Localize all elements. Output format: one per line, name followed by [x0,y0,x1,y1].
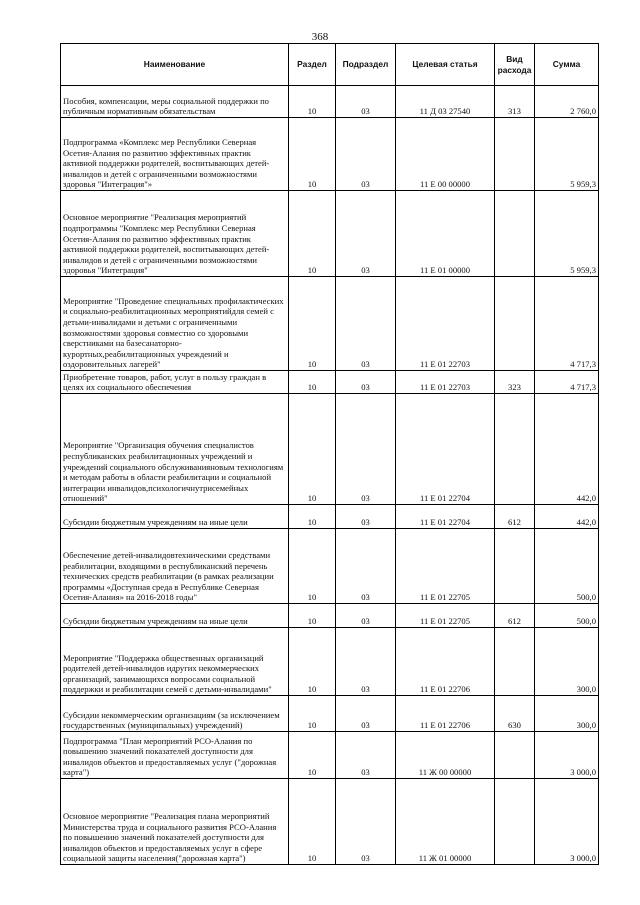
table-row [61,118,599,191]
row-name: Основное мероприятие "Реализация мероприятий подпрограммы "Комплекс мер Республики Северная Осетия-Алания по развитию эффективных практик активной поддержки родителей, воспитывающих детей-инвалидов и детей с ограниченными возможностями здоровья "Интеграция" [61,191,289,277]
row-target: 11 Е 01 22705 [396,604,495,628]
row-type: 630 [495,696,535,732]
row-sum: 5 959,3 [535,118,599,191]
row-target: 11 Е 00 00000 [396,118,495,191]
row-section: 10 [289,118,336,191]
row-target: 11 Е 01 22706 [396,696,495,732]
row-sum: 300,0 [535,696,599,732]
row-name: Пособия, компенсации, меры социальной поддержки по публичным нормативным обязательствам [61,86,289,118]
row-type [495,118,535,191]
row-target: 11 Е 01 22706 [396,628,495,696]
row-section: 10 [289,529,336,604]
row-name: Приобретение товаров, работ, услуг в пользу граждан в целях их социального обеспечения [61,371,289,394]
row-type: 323 [495,371,535,394]
row-type: 313 [495,86,535,118]
row-target: 11 Ж 01 00000 [396,779,495,865]
header-subsection: Подраздел [336,44,396,86]
row-subsection: 03 [336,529,396,604]
table-row [61,696,599,732]
row-target: 11 Д 03 27540 [396,86,495,118]
row-subsection: 03 [336,277,396,371]
row-name: Мероприятие "Поддержка общественных организаций родителей детей-инвалидов идругих некоммерческих организаций, занимающихся вопросами социальной поддержки и реабилитации семей с детьми-инвалидами" [61,628,289,696]
row-sum: 4 717,3 [535,277,599,371]
row-sum: 2 760,0 [535,86,599,118]
row-name: Подпрограмма "План мероприятий РСО-Алания по повышению значений показателей доступности для инвалидов объектов и предоставляемых услуг ("дорожная карта") [61,732,289,779]
row-subsection: 03 [336,696,396,732]
row-subsection: 03 [336,779,396,865]
row-sum: 4 717,3 [535,371,599,394]
row-type [495,779,535,865]
row-target: 11 Ж 00 00000 [396,732,495,779]
row-sum: 5 959,3 [535,191,599,277]
row-type [495,628,535,696]
row-type [495,529,535,604]
table-row [61,277,599,371]
row-type [495,277,535,371]
row-target: 11 Е 01 00000 [396,191,495,277]
row-name: Субсидии некоммерческим организациям (за исключением государственных (муниципальных) учреждений) [61,696,289,732]
table-row [61,732,599,779]
row-type [495,191,535,277]
row-type [495,732,535,779]
row-section: 10 [289,371,336,394]
row-type: 612 [495,505,535,529]
row-section: 10 [289,505,336,529]
row-subsection: 03 [336,86,396,118]
row-sum: 300,0 [535,628,599,696]
table-row [61,191,599,277]
table-row [61,779,599,865]
row-target: 11 Е 01 22705 [396,529,495,604]
header-section: Раздел [289,44,336,86]
row-sum: 500,0 [535,604,599,628]
row-name: Мероприятие "Организация обучения специалистов республиканских реабилитационных учреждений и учреждений социального обслуживанияновым технологиям и методам работы в области реабилитации и социальной интеграции инвалидов,психологичнутрисемейных отношений" [61,394,289,505]
row-section: 10 [289,779,336,865]
table-row [61,371,599,394]
row-name: Субсидии бюджетным учреждениям на иные цели [61,604,289,628]
row-section: 10 [289,191,336,277]
header-type: Вид расхода [495,44,535,86]
row-subsection: 03 [336,394,396,505]
header-name: Наименование [61,44,289,86]
row-sum: 3 000,0 [535,732,599,779]
header-sum: Сумма [535,44,599,86]
row-name: Субсидии бюджетным учреждениям на иные цели [61,505,289,529]
row-section: 10 [289,696,336,732]
row-subsection: 03 [336,628,396,696]
row-subsection: 03 [336,191,396,277]
row-target: 11 Е 01 22704 [396,505,495,529]
row-subsection: 03 [336,505,396,529]
row-name: Подпрограмма «Комплекс мер Республики Северная Осетия-Алания по развитию эффективных практик активной поддержки родителей, воспитывающих детей-инвалидов и детей с ограниченными возможностями здоровья "Интеграция"» [61,118,289,191]
header-target: Целевая статья [396,44,495,86]
page-number: 368 [311,31,329,43]
row-subsection: 03 [336,371,396,394]
row-sum: 500,0 [535,529,599,604]
table-row [61,604,599,628]
row-type [495,394,535,505]
table-row [61,394,599,505]
row-sum: 3 000,0 [535,779,599,865]
row-section: 10 [289,604,336,628]
row-sum: 442,0 [535,505,599,529]
row-name: Обеспечение детей-инвалидовтехническими средствами реабилитации, входящими в республиканский перечень технических средств реабилитации (в рамках реализации программы «Доступная среда в Республике Северная Осетия-Алания» на 2016-2018 годы" [61,529,289,604]
row-target: 11 Е 01 22704 [396,394,495,505]
row-name: Мероприятие "Проведение специальных профилактических и социально-реабилитационных мероприятийдля семей с детьми-инвалидами и детьми с ограниченными возможностями здоровья совместно со здоровыми сверстниками на базесанаторно-курортных,реабилитационных учреждений и оздоровительных лагерей" [61,277,289,371]
row-section: 10 [289,628,336,696]
table-row [61,628,599,696]
row-subsection: 03 [336,118,396,191]
row-section: 10 [289,394,336,505]
table-row [61,86,599,118]
budget-table [60,43,599,865]
row-section: 10 [289,732,336,779]
table-header-row [61,44,599,86]
row-target: 11 Е 01 22703 [396,371,495,394]
row-target: 11 Е 01 22703 [396,277,495,371]
row-subsection: 03 [336,732,396,779]
row-section: 10 [289,86,336,118]
table-row [61,505,599,529]
row-sum: 442,0 [535,394,599,505]
row-type: 612 [495,604,535,628]
row-section: 10 [289,277,336,371]
table-row [61,529,599,604]
row-subsection: 03 [336,604,396,628]
row-name: Основное мероприятие "Реализация плана мероприятий Министерства труда и социального развития РСО-Алания по повышению значений показателей доступности для инвалидов объектов и предоставляемых услуг в сфере социальной защиты населения("дорожная карта") [61,779,289,865]
